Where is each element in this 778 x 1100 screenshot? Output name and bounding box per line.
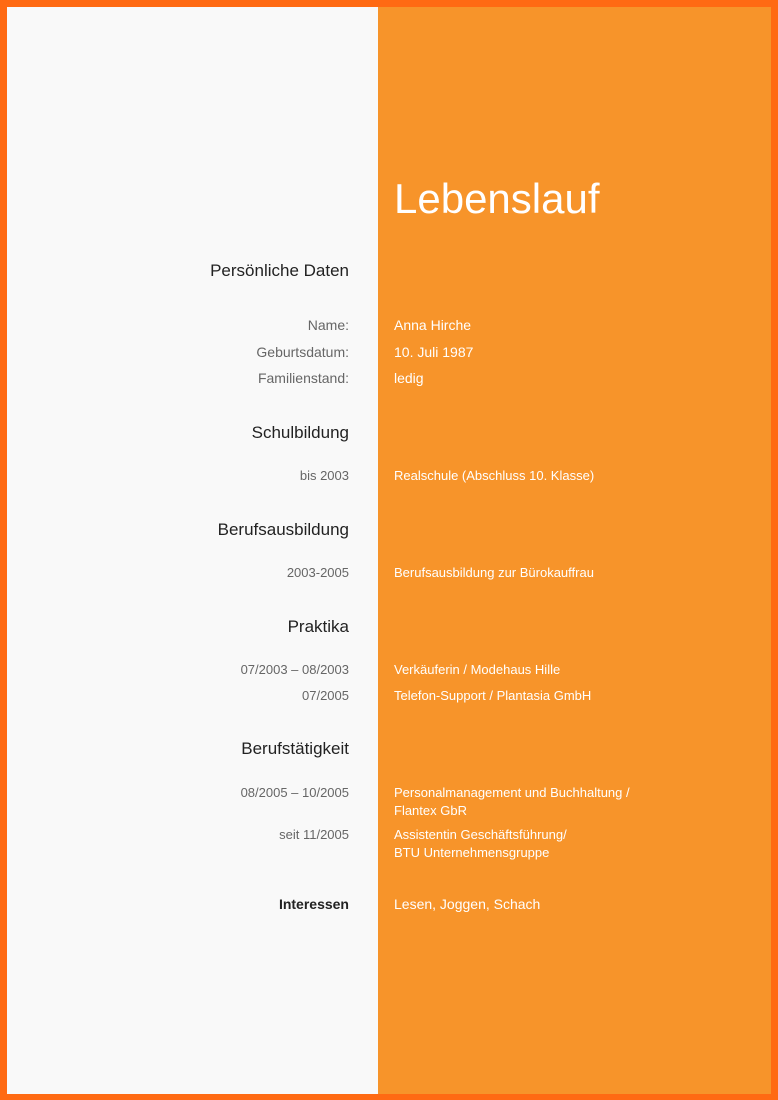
- page-title: Lebenslauf: [394, 175, 600, 222]
- value-berufsausbildung-1: Berufsausbildung zur Bürokauffrau: [394, 565, 594, 580]
- orange-panel: [378, 7, 771, 1094]
- section-heading-schulbildung: Schulbildung: [251, 423, 349, 442]
- value-job-1-line2: Flantex GbR: [394, 803, 467, 818]
- value-name: Anna Hirche: [394, 317, 472, 333]
- value-schulbildung-1: Realschule (Abschluss 10. Klasse): [394, 468, 595, 483]
- value-job-2-line2: BTU Unternehmensgruppe: [394, 845, 550, 860]
- value-interessen: Lesen, Joggen, Schach: [394, 896, 541, 912]
- period-praktikum-2: 07/2005: [302, 688, 349, 703]
- label-interessen: Interessen: [278, 896, 349, 912]
- label-name: Name:: [307, 317, 349, 333]
- value-praktikum-2: Telefon-Support / Plantasia GmbH: [394, 688, 592, 703]
- value-marital-status: ledig: [394, 370, 424, 386]
- value-job-1-line1: Personalmanagement und Buchhaltung /: [394, 785, 630, 800]
- period-job-2: seit 11/2005: [279, 827, 349, 842]
- period-job-1: 08/2005 – 10/2005: [240, 785, 349, 800]
- label-marital-status: Familienstand:: [257, 370, 349, 386]
- value-job-2-line1: Assistentin Geschäftsführung/: [394, 827, 567, 842]
- period-praktikum-1: 07/2003 – 08/2003: [240, 662, 349, 677]
- section-heading-personal: Persönliche Daten: [210, 261, 349, 280]
- period-berufsausbildung-1: 2003-2005: [286, 565, 349, 580]
- section-heading-praktika: Praktika: [287, 617, 349, 636]
- cv-page: [7, 7, 771, 1094]
- period-schulbildung-1: bis 2003: [299, 468, 349, 483]
- label-birthdate: Geburtsdatum:: [256, 344, 349, 360]
- value-praktikum-1: Verkäuferin / Modehaus Hille: [394, 662, 561, 677]
- section-heading-berufsausbildung: Berufsausbildung: [217, 520, 349, 539]
- section-heading-berufstaetigkeit: Berufstätigkeit: [241, 739, 349, 758]
- value-birthdate: 10. Juli 1987: [394, 344, 474, 360]
